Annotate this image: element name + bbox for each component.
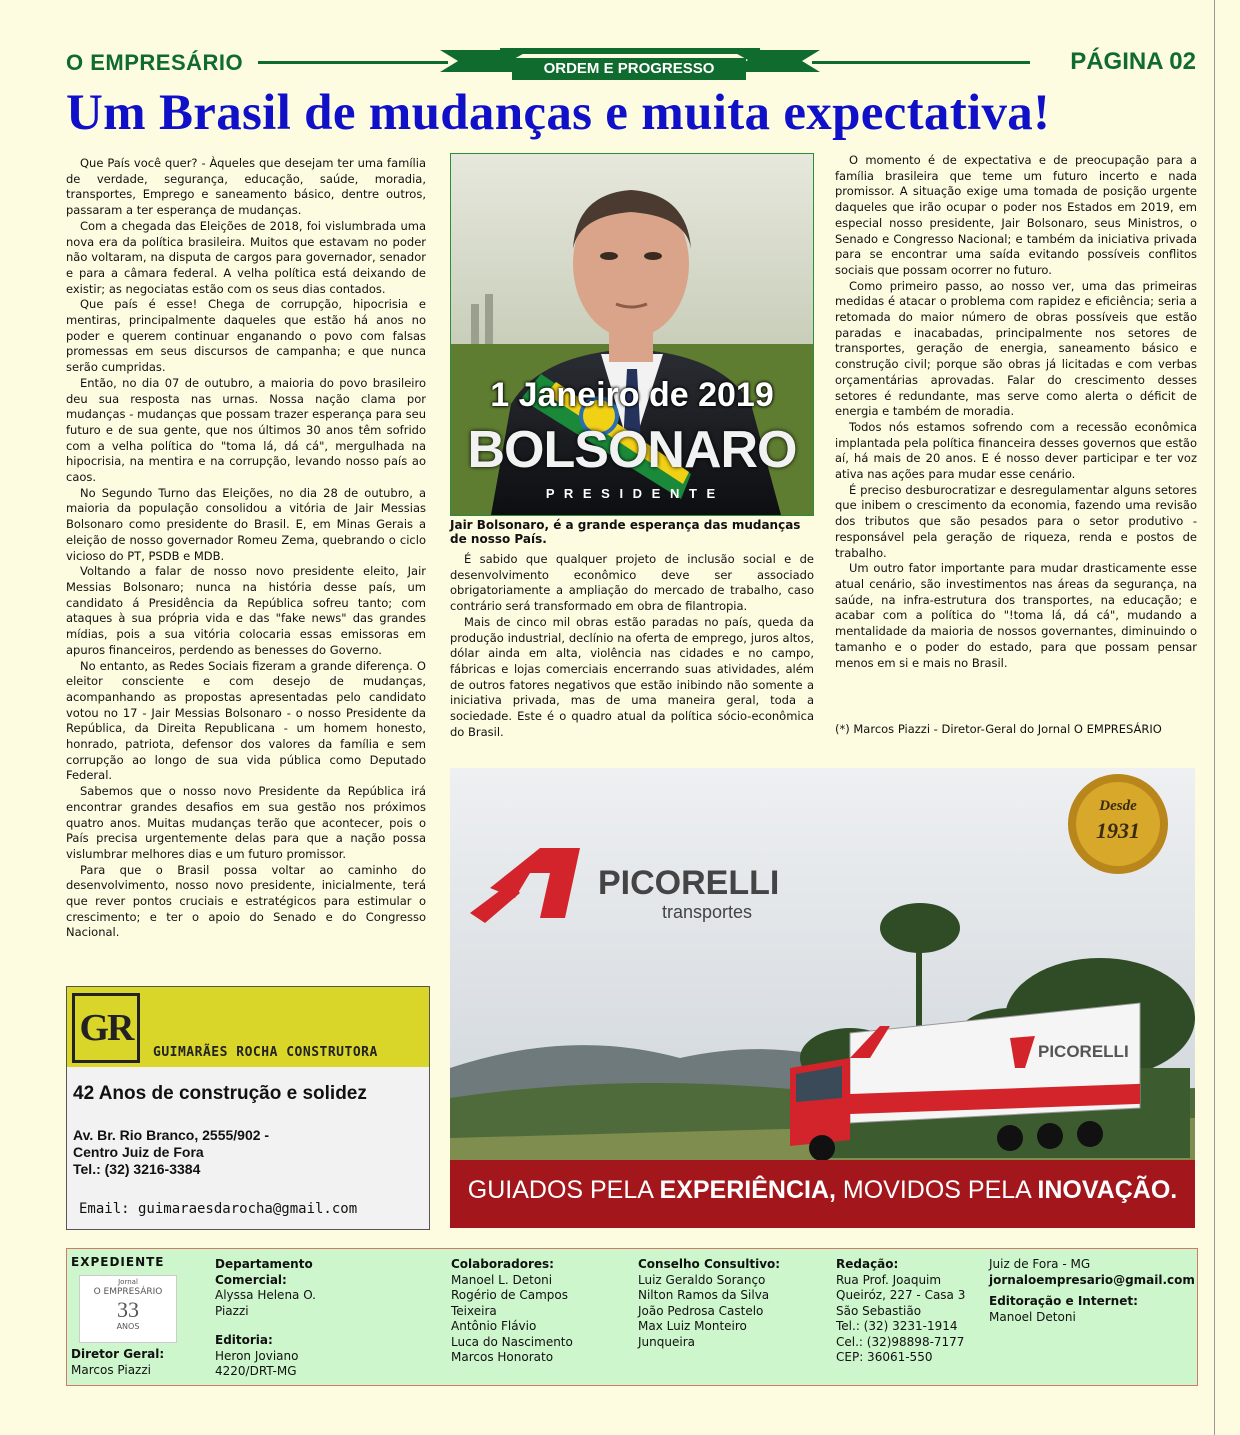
- header-rule-left: [258, 61, 448, 64]
- truck-brand: PICORELLI: [1038, 1042, 1129, 1061]
- slogan-part-b: EXPERIÊNCIA,: [659, 1176, 836, 1204]
- article-column-2: [450, 552, 814, 740]
- badge-num: 33: [117, 1297, 139, 1322]
- expediente-redacao: [836, 1257, 965, 1366]
- redacao-item: Cel.: (32)98898-7177: [836, 1334, 965, 1349]
- colab-label: Colaboradores:: [451, 1257, 554, 1271]
- headline: Um Brasil de mudanças e muita expectativa!: [66, 85, 1051, 141]
- author-signature: (*) Marcos Piazzi - Diretor-Geral do Jornal O EMPRESÁRIO: [835, 722, 1162, 736]
- gr-company-name: GUIMARÃES ROCHA CONSTRUTORA: [153, 1045, 378, 1060]
- picorelli-slogan: [450, 1176, 1195, 1205]
- article-paragraph: Voltando a falar de nosso novo presidente eleito, Jair Messias Bolsonaro; nunca na história desse país, um candidato á Presidência da República sofreu tanto; com ataques à sua própria vida e das "fake news" das grandes mídias, pois a sua vitória colocaria essas emissoras em apuros financeiros, perdendo as benesses do Governo.: [66, 564, 426, 657]
- editoria-label: Editoria:: [215, 1333, 273, 1347]
- slogan-part-a: GUIADOS PELA: [467, 1176, 660, 1204]
- article-paragraph: É sabido que qualquer projeto de inclusão social e de desenvolvimento econômico deve ser associado obrigatoriamente a ampliação do mercado de trabalho, caso contrário será transformado em obra de filantropia.: [450, 552, 814, 614]
- expediente-comercial: [215, 1257, 345, 1380]
- internet-name: Manoel Detoni: [989, 1309, 1076, 1324]
- expediente-title: EXPEDIENTE: [71, 1255, 165, 1269]
- seal-line-2: 1931: [1096, 818, 1140, 843]
- article-paragraph: Com a chegada das Eleições de 2018, foi vislumbrada uma nova era da política brasileira. Muitos que estavam no poder não voltaram, na disputa de cargos para governador, senador e para a câmara federal. A velha política está deixando de existir; as negociatas estão com os seus dias contados.: [66, 218, 426, 296]
- article-paragraph: Sabemos que o nosso novo Presidente da República irá encontrar grandes desafios em sua gestão nos próximos quatro anos. Muitas mudanças terão que acontecer, pois o País precisa urgentemente delas para que a nação possa vislumbrar melhores dias e um futuro promissor.: [66, 784, 426, 861]
- expediente-colaboradores: [451, 1257, 573, 1366]
- article-paragraph: O momento é de expectativa e de preocupação para a família brasileira que teme um futuro incerto e nada promissor. A situação exige uma tomada de posição urgente daqueles que irão ocupar o poder nos Estados em 2019, em especial nosso presidente, Jair Bolsonaro, seus Ministros, o Senado e Congresso Nacional; e também da iniciativa privada para se encontrar uma saída evitando possíveis conflitos sociais que possam ocorrer no futuro.: [835, 153, 1197, 277]
- comercial-name: Alyssa Helena O. Piazzi: [215, 1288, 316, 1318]
- page-number: PÁGINA 02: [1070, 48, 1196, 75]
- colab-item: Rogério de Campos: [451, 1288, 569, 1302]
- article-paragraph: No Segundo Turno das Eleições, no dia 28 de outubro, a maioria da população consolidou a vitória de Jair Messias Bolsonaro como presidente do Brasil. E, em Minas Gerais a eleição de nosso governador Romeu Zema, quebrando o ciclo vicioso do PT, PSDB e MDB.: [66, 485, 426, 563]
- editoria-name: Heron Joviano: [215, 1348, 299, 1363]
- colab-item: Teixeira: [451, 1303, 497, 1318]
- article-paragraph: Que País você quer? - Àqueles que desejam ter uma família de verdade, segurança, educação, saúde, moradia, transportes, Emprego e saneamento básico, dentre outros, passaram a ter esperança de mudanças.: [66, 156, 426, 218]
- redacao-item: Tel.: (32) 3231-1914: [836, 1319, 958, 1333]
- conselho-item: Nilton Ramos da Silva: [638, 1288, 770, 1302]
- photo-name-text: BOLSONARO: [467, 421, 797, 479]
- article-paragraph: Que país é esse! Chega de corrupção, hipocrisia e mentiras, principalmente daqueles que estão há anos no poder e querem continuar enganando o povo com falsas promessas em seus discursos de campanha; e que nunca serão cumpridas.: [66, 297, 426, 375]
- redacao-label: Redação:: [836, 1257, 899, 1271]
- director-label: Diretor Geral:: [71, 1347, 165, 1361]
- badge-name: O EMPRESÁRIO: [93, 1287, 163, 1297]
- expediente-box: [66, 1248, 1198, 1386]
- colab-item: Luca do Nascimento: [451, 1334, 573, 1349]
- article-column-3: [835, 153, 1197, 671]
- contact-email: jornaloempresario@gmail.com: [989, 1272, 1195, 1287]
- photo-date-text: 1 Janeiro de 2019: [490, 376, 774, 414]
- banner-label: ORDEM E PROGRESSO: [512, 58, 746, 80]
- director-name: Marcos Piazzi: [71, 1363, 151, 1377]
- masthead: O EMPRESÁRIO: [66, 50, 244, 75]
- gr-email: Email: guimaraesdarocha@gmail.com: [79, 1201, 358, 1217]
- picorelli-brand: PICORELLI: [598, 864, 780, 902]
- article-paragraph: Mais de cinco mil obras estão paradas no país, queda da produção industrial, declínio na oferta de emprego, juros altos, dólar ainda em alta, violência nas cidades e no campo, fábricas e lojas comerciais encerrando suas atividades, além de outros fatores negativos que estão inibindo não somente a iniciativa privada, mas de uma maneira geral, toda a sociedade. Este é o quadro atual da política sócio-econômica do Brasil.: [450, 614, 814, 739]
- president-photo: [450, 153, 814, 516]
- conselho-item: Max Luiz Monteiro: [638, 1319, 747, 1333]
- redacao-item: CEP: 36061-550: [836, 1350, 933, 1364]
- article-paragraph: Um outro fator importante para mudar drasticamente esse atual cenário, são investimentos nas áreas da segurança, na saúde, na infra-estrutura dos transportes, na educação; e acabar com a política do "!toma lá, dá cá", mudando a mentalidade da maioria de nossos governantes, diminuindo o tamanho e o poder do estado, para que possam pensar menos em si e mais no Brasil.: [835, 561, 1197, 670]
- slogan-part-d: INOVAÇÃO.: [1037, 1176, 1178, 1204]
- colab-item: Antônio Flávio: [451, 1319, 537, 1333]
- expediente-badge: [79, 1275, 177, 1343]
- photo-role-text: P R E S I D E N T E: [545, 486, 719, 501]
- gr-address-1: Av. Br. Rio Branco, 2555/902 -: [73, 1127, 270, 1143]
- article-paragraph: Todos nós estamos sofrendo com a recessão econômica implantada pela política financeira desses governos que estão aí, há mais de 20 anos. E é nosso dever participar e ter voz ativa nas ações para mudar esse cenário.: [835, 419, 1197, 482]
- article-column-1: [66, 156, 426, 941]
- gr-logo: GR: [72, 993, 140, 1063]
- gr-phone: Tel.: (32) 3216-3384: [73, 1161, 201, 1177]
- article-paragraph: Como primeiro passo, ao nosso ver, uma das primeiras medidas é atacar o problema com rapidez e eficiência; seria a retomada do maior número de obras possíveis que estão paradas e inacabadas, principalmente nos setores de transportes, geração de energia, saneamento básico e construção civil; porque são obras já licitadas e com verbas orçamentárias aprovadas. Falar do crescimento desses setores é redundante, mas serve como alerta o déficit de energia e também de moradia.: [835, 278, 1197, 419]
- page-right-border: [1214, 0, 1215, 1435]
- slogan-part-c: MOVIDOS PELA: [835, 1176, 1038, 1204]
- article-paragraph: Para que o Brasil possa voltar ao caminho do desenvolvimento, nosso novo presidente, inicialmente, terá que rever pontos cruciais e estratégicos para estimular o crescimento; e ter o apoio do Senado e do Congresso Nacional.: [66, 862, 426, 940]
- photo-caption: Jair Bolsonaro, é a grande esperança das mudanças de nosso País.: [450, 518, 801, 546]
- article-paragraph: Então, no dia 07 de outubro, a maioria do povo brasileiro deu sua resposta nas urnas. Nossa nação clama por mudanças - mudanças que possam trazer esperança para seu futuro e de sua gente, que nos últimos 30 anos têm sofrido com a velha política do "toma lá, dá cá", mergulhada na hipocrisia, na mentira e na corrupção, levando nosso país ao caos.: [66, 375, 426, 485]
- conselho-item: Junqueira: [638, 1334, 695, 1349]
- colab-item: Manoel L. Detoni: [451, 1272, 553, 1287]
- conselho-label: Conselho Consultivo:: [638, 1257, 781, 1271]
- picorelli-sub: transportes: [662, 902, 753, 922]
- internet-label: Editoração e Internet:: [989, 1294, 1138, 1308]
- city: Juiz de Fora - MG: [989, 1257, 1091, 1271]
- gr-tagline: 42 Anos de construção e solidez: [73, 1083, 367, 1104]
- redacao-item: Queiróz, 227 - Casa 3: [836, 1288, 966, 1302]
- ad-guimaraes-rocha: [66, 986, 430, 1230]
- badge-sub: ANOS: [116, 1322, 140, 1331]
- redacao-item: Rua Prof. Joaquim: [836, 1272, 942, 1287]
- seal-line-1: Desde: [1099, 798, 1137, 814]
- badge-top: Jornal: [118, 1278, 138, 1286]
- article-paragraph: No entanto, as Redes Sociais fizeram a grande diferença. O eleitor consciente e com desejo de mudanças, acompanhando as propostas apresentadas pelo candidato votou no 17 - Jair Messias Bolsonaro - o nosso Presidente da República, da Direita Republicana - um homem honesto, honrado, patriota, defensor dos valores da família e sem corrupção ao longo de sua vida pública como Deputado Federal.: [66, 658, 426, 783]
- editoria-reg: 4220/DRT-MG: [215, 1364, 297, 1378]
- conselho-item: Luiz Geraldo Soranço: [638, 1272, 766, 1287]
- expediente-conselho: [638, 1257, 780, 1350]
- expediente-contato: [989, 1257, 1195, 1325]
- ad-picorelli: [450, 768, 1195, 1228]
- header-rule-right: [812, 61, 1030, 64]
- gr-address-2: Centro Juiz de Fora: [73, 1144, 204, 1160]
- comercial-label: Departamento Comercial:: [215, 1257, 313, 1287]
- conselho-item: João Pedrosa Castelo: [638, 1303, 764, 1318]
- colab-item: Marcos Honorato: [451, 1350, 554, 1364]
- redacao-item: São Sebastião: [836, 1303, 922, 1318]
- article-paragraph: É preciso desburocratizar e desregulamentar alguns setores que inibem o crescimento da economia, fazendo uma revisão dos tributos que são pesados para o setor produtivo - responsável pela geração de riqueza, renda e postos de trabalho.: [835, 482, 1197, 560]
